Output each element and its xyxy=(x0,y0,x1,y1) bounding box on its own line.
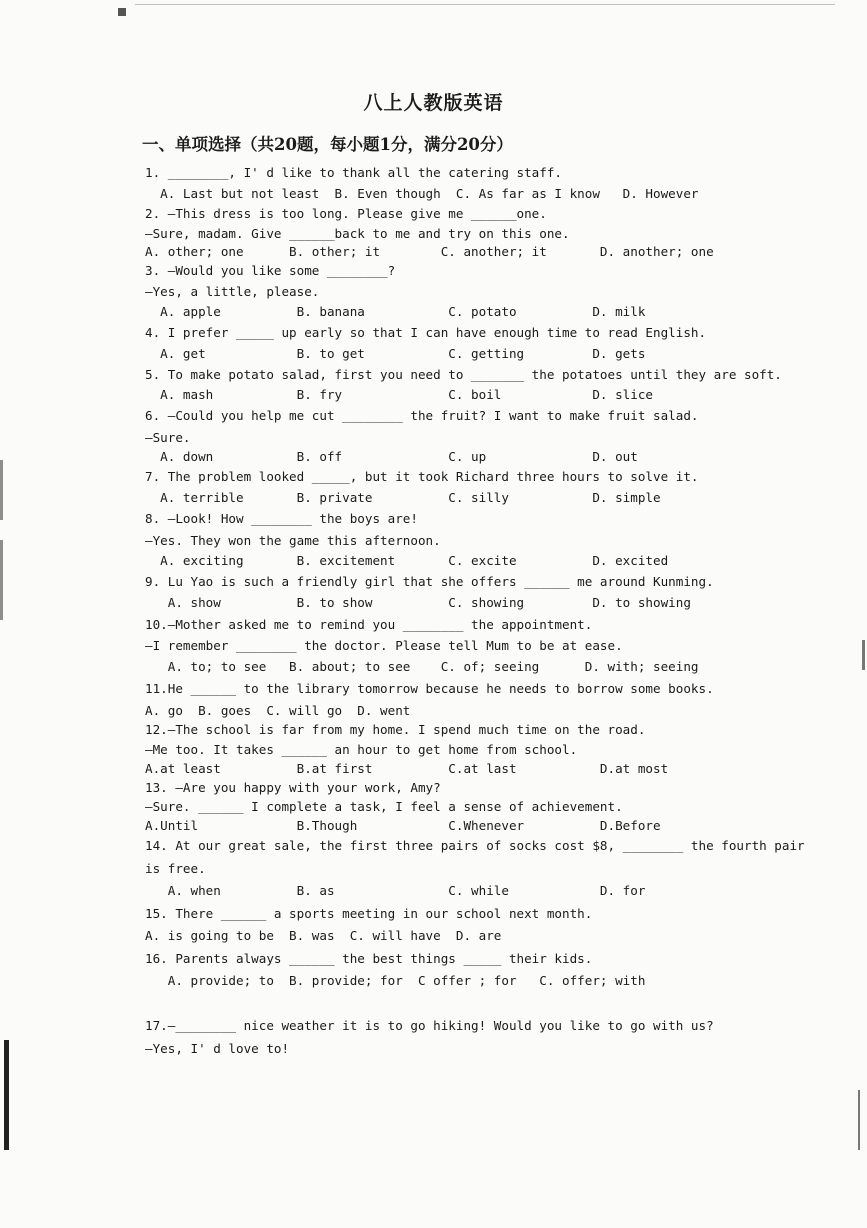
question-line: —Sure. ______ I complete a task, I feel a sense of achievement. xyxy=(145,799,623,814)
options-line: A. mash B. fry C. boil D. slice xyxy=(145,387,653,402)
section-heading: 一、单项选择（共20题，每小题1分，满分20分） xyxy=(142,135,513,154)
question-line: —Sure. xyxy=(145,430,191,445)
question-line: 6. —Could you help me cut ________ the fruit? I want to make fruit salad. xyxy=(145,408,699,423)
scan-artifact xyxy=(118,8,126,16)
page-title: 八上人教版英语 xyxy=(363,92,504,114)
question-line: —Yes, I' d love to! xyxy=(145,1041,290,1056)
question-line: 10.—Mother asked me to remind you ________ the appointment. xyxy=(145,617,593,632)
scan-artifact xyxy=(0,460,3,520)
question-line: —Yes, a little, please. xyxy=(145,284,320,299)
options-line: A. apple B. banana C. potato D. milk xyxy=(145,304,646,319)
options-line: A. exciting B. excitement C. excite D. excited xyxy=(145,553,669,568)
options-line: A. is going to be B. was C. will have D. are xyxy=(145,928,502,943)
options-line: A.at least B.at first C.at last D.at most xyxy=(145,761,669,776)
question-line: —Me too. It takes ______ an hour to get home from school. xyxy=(145,742,578,757)
question-line: 7. The problem looked _____, but it took Richard three hours to solve it. xyxy=(145,469,699,484)
options-line: A. get B. to get C. getting D. gets xyxy=(145,346,646,361)
options-line: A. terrible B. private C. silly D. simple xyxy=(145,490,661,505)
options-line: A. provide; to B. provide; for C offer ; for C. offer; with xyxy=(145,973,646,988)
question-line: 14. At our great sale, the first three pairs of socks cost $8, ________ the fourth pair xyxy=(145,838,805,853)
scan-artifact xyxy=(135,4,835,5)
options-line: A. other; one B. other; it C. another; it D. another; one xyxy=(145,244,714,259)
question-line: is free. xyxy=(145,861,206,876)
options-line: A. to; to see B. about; to see C. of; seeing D. with; seeing xyxy=(145,659,699,674)
question-line: —I remember ________ the doctor. Please tell Mum to be at ease. xyxy=(145,638,623,653)
question-line: 3. —Would you like some ________? xyxy=(145,263,396,278)
question-line: —Sure, madam. Give ______back to me and try on this one. xyxy=(145,226,570,241)
question-line: 16. Parents always ______ the best things _____ their kids. xyxy=(145,951,593,966)
options-line: A. down B. off C. up D. out xyxy=(145,449,638,464)
options-line: A. go B. goes C. will go D. went xyxy=(145,703,411,718)
scan-artifact xyxy=(858,1090,860,1150)
question-line: 2. —This dress is too long. Please give me ______one. xyxy=(145,206,547,221)
scan-artifact xyxy=(4,1040,9,1150)
options-line: A.Until B.Though C.Whenever D.Before xyxy=(145,818,661,833)
question-line: 12.—The school is far from my home. I spend much time on the road. xyxy=(145,722,646,737)
question-line: 17.—________ nice weather it is to go hiking! Would you like to go with us? xyxy=(145,1018,714,1033)
question-line: 11.He ______ to the library tomorrow because he needs to borrow some books. xyxy=(145,681,714,696)
scan-artifact xyxy=(862,640,865,670)
question-line: —Yes. They won the game this afternoon. xyxy=(145,533,441,548)
options-line: A. Last but not least B. Even though C. As far as I know D. However xyxy=(145,186,699,201)
question-line: 8. —Look! How ________ the boys are! xyxy=(145,511,418,526)
options-line: A. show B. to show C. showing D. to showing xyxy=(145,595,691,610)
question-line: 4. I prefer _____ up early so that I can have enough time to read English. xyxy=(145,325,707,340)
question-line: 5. To make potato salad, first you need to _______ the potatoes until they are soft. xyxy=(145,367,782,382)
question-line: 1. ________, I' d like to thank all the catering staff. xyxy=(145,165,563,180)
question-line: 13. —Are you happy with your work, Amy? xyxy=(145,780,441,795)
question-line: 9. Lu Yao is such a friendly girl that she offers ______ me around Kunming. xyxy=(145,574,714,589)
options-line: A. when B. as C. while D. for xyxy=(145,883,646,898)
scan-artifact xyxy=(0,540,3,620)
question-line: 15. There ______ a sports meeting in our school next month. xyxy=(145,906,593,921)
